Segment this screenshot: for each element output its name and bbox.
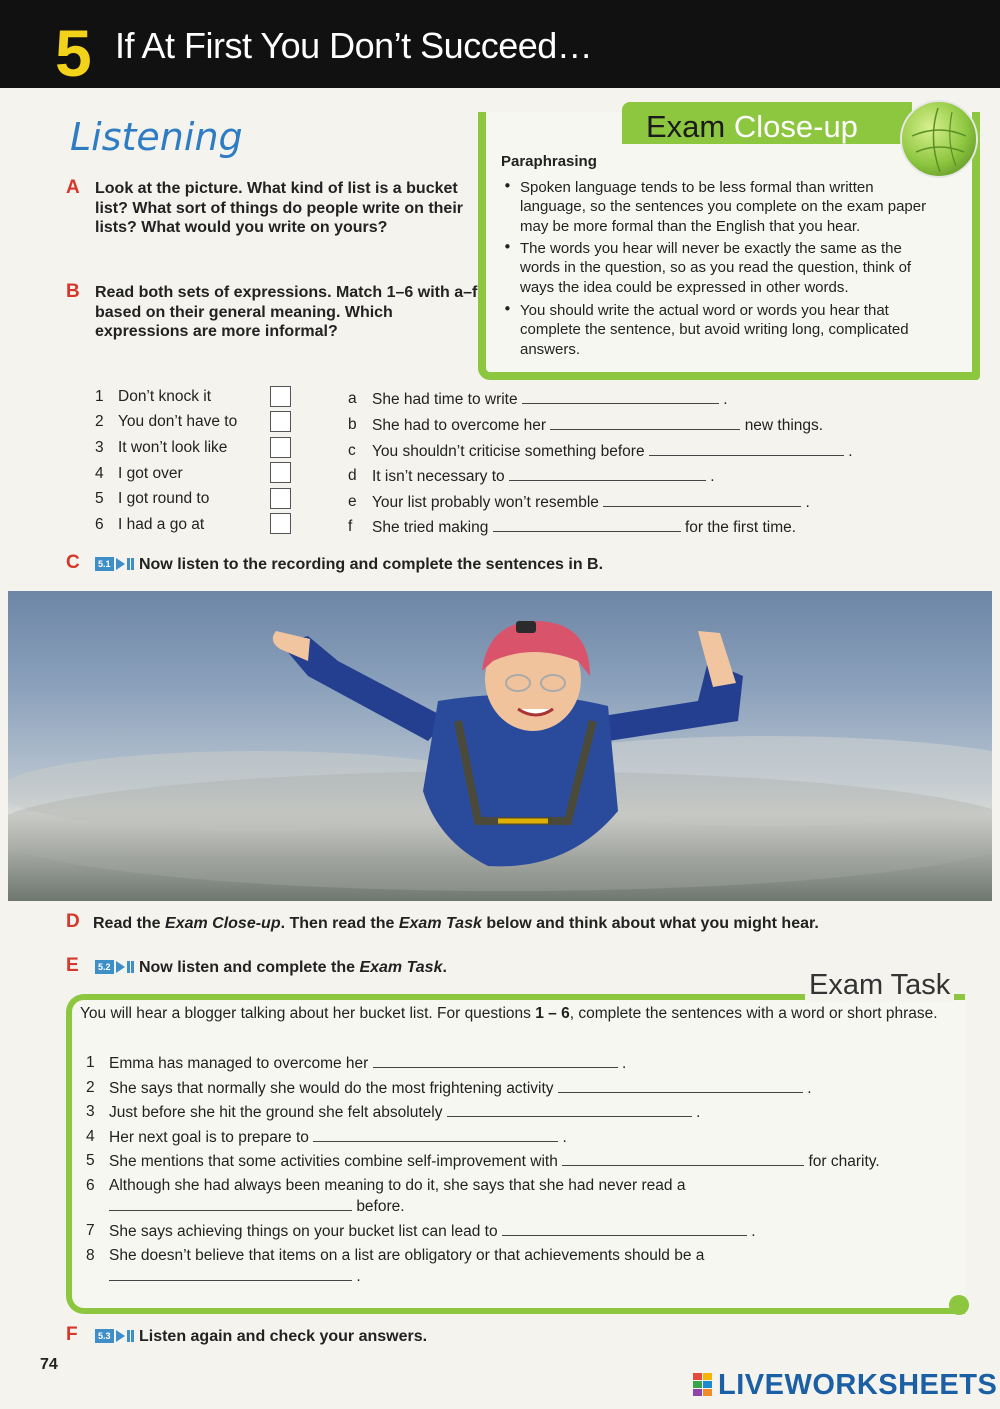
match-right-letter-d: d: [348, 467, 357, 484]
question-7-after: .: [751, 1223, 756, 1240]
skydiver-illustration: [8, 591, 992, 901]
liveworksheets-logo-icon: [693, 1373, 713, 1397]
blank-d[interactable]: [509, 466, 706, 481]
match-right-c: [372, 441, 853, 461]
answer-box-6[interactable]: [270, 513, 291, 534]
exam-closeup-title-part2: Close-up: [733, 109, 858, 144]
question-7: [109, 1221, 939, 1241]
match-right-letter-e: e: [348, 493, 357, 510]
closeup-bullet-3: You should write the actual word or words you hear that complete the sentence, but avoid writing long, complicated answers.: [520, 302, 909, 358]
play-icon[interactable]: [116, 1330, 125, 1342]
bullet-dot: •: [503, 238, 512, 256]
question-8-after: .: [356, 1268, 361, 1285]
closeup-bullet-1: Spoken language tends to be less formal than written language, so the sentences you complete on the exam paper may be more formal than the English that you hear.: [520, 179, 927, 235]
question-1-text: Emma has managed to overcome her: [109, 1055, 369, 1072]
question-num-2: 2: [86, 1079, 95, 1096]
exercise-e-part2: .: [442, 959, 447, 976]
logo-grid: [693, 1373, 713, 1397]
question-5-text: She mentions that some activities combine self-improvement with: [109, 1153, 558, 1170]
match-left-num-2: 2: [95, 413, 104, 430]
match-left-text-3: It won’t look like: [118, 439, 228, 456]
match-right-letter-b: b: [348, 416, 357, 433]
blank-e[interactable]: [603, 492, 801, 507]
pause-icon: [131, 1330, 134, 1342]
answer-box-3[interactable]: [270, 437, 291, 458]
match-left-num-6: 6: [95, 516, 104, 533]
match-right-letter-a: a: [348, 390, 357, 407]
unit-number: 5: [55, 16, 92, 90]
match-right-d-after: .: [710, 468, 715, 485]
question-1: [109, 1053, 939, 1073]
liveworksheets-watermark: LIVEWORKSHEETS: [718, 1369, 998, 1401]
match-right-f-text: She tried making: [372, 519, 489, 536]
play-icon[interactable]: [116, 558, 125, 570]
blank-b[interactable]: [550, 415, 740, 430]
match-right-f: [372, 517, 796, 537]
question-3-after: .: [696, 1104, 701, 1121]
answer-blank-1[interactable]: [373, 1053, 618, 1068]
match-right-e: [372, 492, 810, 512]
answer-box-1[interactable]: [270, 386, 291, 407]
exercise-d-letter: D: [66, 911, 80, 932]
match-left-num-1: 1: [95, 388, 104, 405]
answer-blank-2[interactable]: [558, 1078, 803, 1093]
exercise-a-letter: A: [66, 177, 80, 198]
page-number: 74: [40, 1356, 58, 1373]
exam-task-end-dot: [949, 1295, 969, 1315]
question-4-text: Her next goal is to prepare to: [109, 1129, 309, 1146]
question-num-5: 5: [86, 1152, 95, 1169]
pause-icon: [131, 961, 134, 973]
globe-lines: [902, 102, 976, 176]
question-5-after: for charity.: [808, 1153, 880, 1170]
question-num-8: 8: [86, 1247, 95, 1264]
skydiver-photo: [8, 591, 992, 901]
exercise-f: [95, 1327, 595, 1347]
section-title: Listening: [70, 115, 243, 159]
match-right-d-text: It isn’t necessary to: [372, 468, 505, 485]
question-8-line2: [109, 1266, 509, 1286]
exercise-d-part1: Read the: [93, 915, 166, 932]
question-6-line2: [109, 1196, 509, 1216]
closeup-bullet-2: The words you hear will never be exactly the same as the words in the question, so as you read the question, think of ways the idea could be expressed in other words.: [520, 240, 912, 296]
question-2: [109, 1078, 939, 1098]
exercise-d-instruction: [93, 914, 893, 934]
question-2-text: She says that normally she would do the most frightening activity: [109, 1080, 554, 1097]
exam-closeup-title: [646, 108, 858, 146]
globe-icon: [900, 100, 978, 178]
exercise-e-letter: E: [66, 955, 79, 976]
bullet-dot: •: [503, 300, 512, 318]
audio-track-badge[interactable]: 5.3: [95, 1329, 114, 1343]
answer-box-4[interactable]: [270, 462, 291, 483]
question-6-after: before.: [356, 1198, 405, 1215]
answer-blank-8[interactable]: [109, 1266, 352, 1281]
question-num-7: 7: [86, 1222, 95, 1239]
answer-box-2[interactable]: [270, 411, 291, 432]
match-right-c-after: .: [848, 443, 853, 460]
pause-icon: [131, 558, 134, 570]
exercise-c-instruction: Now listen to the recording and complete the sentences in B.: [138, 556, 604, 573]
answer-blank-4[interactable]: [313, 1127, 558, 1142]
question-num-3: 3: [86, 1103, 95, 1120]
exercise-b-instruction: Read both sets of expressions. Match 1–6 with a–f based on their general meaning. Which expressions are more informal?: [95, 284, 478, 340]
bullet-dot: •: [503, 177, 512, 195]
match-left-text-5: I got round to: [118, 490, 210, 507]
match-right-d: [372, 466, 715, 486]
exercise-d-em1: Exam Close-up: [165, 915, 281, 932]
exercise-e-em: Exam Task: [359, 959, 443, 976]
question-2-after: .: [807, 1080, 812, 1097]
question-8-text: She doesn’t believe that items on a list are obligatory or that achievements should be a: [109, 1247, 705, 1264]
question-7-text: She says achieving things on your bucket list can lead to: [109, 1223, 498, 1240]
answer-blank-5[interactable]: [562, 1151, 804, 1166]
exercise-b-letter: B: [66, 281, 80, 302]
exam-task-intro: [80, 1004, 940, 1023]
match-right-letter-c: c: [348, 442, 356, 459]
question-num-4: 4: [86, 1128, 95, 1145]
question-1-after: .: [621, 1055, 627, 1072]
match-left-num-4: 4: [95, 465, 104, 482]
answer-blank-6[interactable]: [109, 1196, 352, 1211]
match-left-text-6: I had a go at: [118, 516, 205, 533]
exam-closeup-title-part1: Exam: [646, 109, 734, 144]
exercise-e: [95, 958, 595, 978]
question-6-text: Although she had always been meaning to do it, she says that she had never read a: [109, 1177, 686, 1194]
exercise-c-letter: C: [66, 552, 80, 573]
exam-task-intro-part1: You will hear a blogger talking about her bucket list. For questions: [80, 1005, 536, 1022]
question-5: [109, 1151, 949, 1171]
blank-a[interactable]: [522, 389, 719, 404]
blank-f[interactable]: [493, 517, 681, 532]
match-right-letter-f: f: [348, 518, 353, 535]
paraphrasing-heading: Paraphrasing: [501, 153, 597, 170]
exercise-f-instruction: Listen again and check your answers.: [138, 1328, 428, 1345]
match-left-text-1: Don’t knock it: [118, 388, 212, 405]
question-num-6: 6: [86, 1177, 95, 1194]
match-right-b: [372, 415, 823, 435]
exercise-e-part1: Now listen and complete the: [138, 959, 360, 976]
match-left-text-4: I got over: [118, 465, 183, 482]
audio-track-badge[interactable]: 5.1: [95, 557, 114, 571]
exercise-d-part2: . Then read the: [280, 915, 399, 932]
question-3-text: Just before she hit the ground she felt absolutely: [109, 1104, 443, 1121]
match-right-a-after: .: [723, 391, 728, 408]
match-left-num-5: 5: [95, 490, 104, 507]
unit-title: If At First You Don’t Succeed…: [115, 25, 593, 66]
match-right-c-text: You shouldn’t criticise something before: [372, 443, 645, 460]
match-right-e-text: Your list probably won’t resemble: [372, 494, 599, 511]
pause-icon: [127, 558, 130, 570]
question-4-after: .: [562, 1129, 567, 1146]
match-right-a-text: She had time to write: [372, 391, 518, 408]
question-num-1: 1: [86, 1054, 95, 1071]
audio-track-badge[interactable]: 5.2: [95, 960, 114, 974]
pause-icon: [127, 961, 130, 973]
exam-task-label: Exam Task: [805, 968, 954, 1002]
match-right-a: [372, 389, 728, 409]
match-left-text-2: You don’t have to: [118, 413, 238, 430]
question-4: [109, 1127, 939, 1147]
match-left-num-3: 3: [95, 439, 104, 456]
match-right-b-after: new things.: [744, 417, 824, 434]
exercise-d-part3: below and think about what you might hear.: [481, 915, 819, 932]
exercise-c: [95, 555, 695, 575]
exam-task-intro-bold: 1 – 6: [535, 1005, 570, 1022]
match-right-e-after: .: [805, 494, 810, 511]
pause-icon: [127, 1330, 130, 1342]
exercise-f-letter: F: [66, 1324, 78, 1345]
exercise-a-instruction: Look at the picture. What kind of list is a bucket list? What sort of things do people write on their lists? What would you write on yours?: [95, 180, 463, 236]
answer-blank-7[interactable]: [502, 1221, 747, 1236]
blank-c[interactable]: [649, 441, 844, 456]
question-3: [109, 1102, 939, 1122]
answer-blank-3[interactable]: [447, 1102, 692, 1117]
exam-task-intro-part2: , complete the sentences with a word or short phrase.: [569, 1005, 938, 1022]
exercise-d-em2: Exam Task: [398, 915, 482, 932]
play-icon[interactable]: [116, 961, 125, 973]
match-right-b-text: She had to overcome her: [372, 417, 547, 434]
match-right-f-after: for the first time.: [684, 519, 797, 536]
answer-box-5[interactable]: [270, 488, 291, 509]
